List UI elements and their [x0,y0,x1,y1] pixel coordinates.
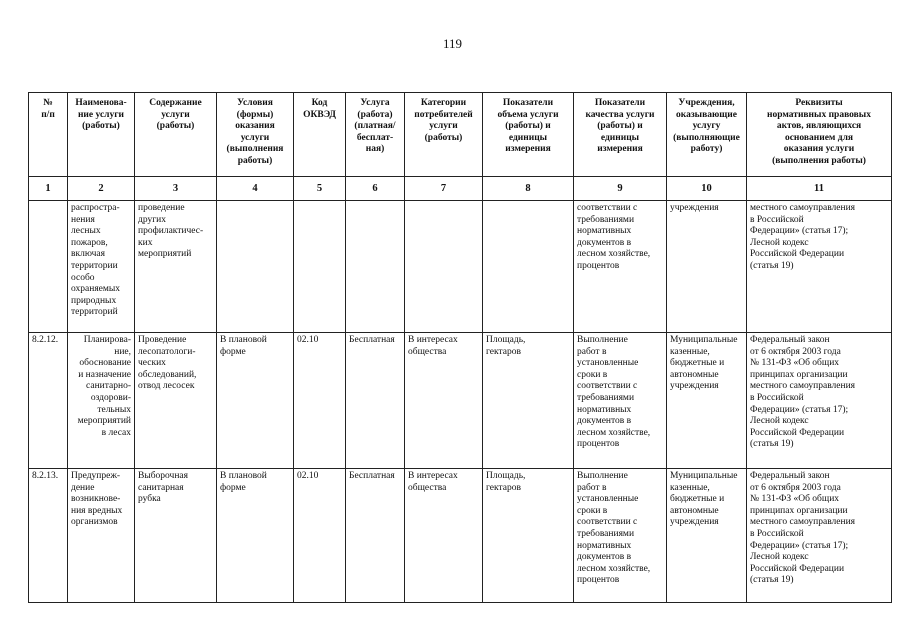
column-number: 5 [294,177,346,201]
column-number: 4 [217,177,294,201]
consumer-category: В интересах общества [405,333,483,469]
table-row [29,469,892,603]
institutions: Муниципальные казенные, бюджетные и автономные учреждения [667,469,747,603]
payment-type [346,201,405,333]
volume-indicator [483,201,574,333]
header-okved: Код ОКВЭД [294,93,346,177]
payment-type: Бесплатная [346,333,405,469]
service-content: проведение других профилактичес- ких мероприятий [135,201,217,333]
legal-requisites: Федеральный закон от 6 октября 2003 года № 131-ФЗ «Об общих принципах организации местного самоуправления в Российской Федерации» (статья 17); Лесной кодекс Российской Федерации (статья 19) [747,469,892,603]
payment-type: Бесплатная [346,469,405,603]
quality-indicator: Выполнение работ в установленные сроки в соответствии с требованиями нормативных документов в лесном хозяйстве, процентов [574,469,667,603]
consumer-category: В интересах общества [405,469,483,603]
header-name: Наименова- ние услуги (работы) [68,93,135,177]
service-name: Планирова- ние, обоснование и назначение санитарно- оздорови- тельных мероприятий в лесах [68,333,135,469]
okved-code: 02.10 [294,333,346,469]
column-number: 10 [667,177,747,201]
services-table [28,92,892,603]
header-consumers: Категории потребителей услуги (работы) [405,93,483,177]
column-number: 9 [574,177,667,201]
quality-indicator: соответствии с требованиями нормативных документов в лесном хозяйстве, процентов [574,201,667,333]
column-number: 6 [346,177,405,201]
header-institutions: Учреждения, оказывающие услугу (выполняющие работу) [667,93,747,177]
header-content: Содержание услуги (работы) [135,93,217,177]
okved-code: 02.10 [294,469,346,603]
row-number [29,201,68,333]
header-num: № п/п [29,93,68,177]
quality-indicator: Выполнение работ в установленные сроки в соответствии с требованиями нормативных документов в лесном хозяйстве, процентов [574,333,667,469]
column-number: 3 [135,177,217,201]
table-header-row [29,93,892,177]
service-name: Предупреж- дение возникнове- ния вредных организмов [68,469,135,603]
okved-code [294,201,346,333]
volume-indicator: Площадь, гектаров [483,333,574,469]
column-number: 1 [29,177,68,201]
service-conditions: В плановой форме [217,469,294,603]
column-number: 8 [483,177,574,201]
column-number: 11 [747,177,892,201]
column-number: 7 [405,177,483,201]
header-conditions: Условия (формы) оказания услуги (выполнения работы) [217,93,294,177]
header-quality: Показатели качества услуги (работы) и единицы измерения [574,93,667,177]
header-requisites: Реквизиты нормативных правовых актов, являющихся основанием для оказания услуги (выполнения работы) [747,93,892,177]
service-content: Проведение лесопатологи- ческих обследований, отвод лесосек [135,333,217,469]
service-name: распростра- нения лесных пожаров, включая территории особо охраняемых природных территорий [68,201,135,333]
volume-indicator: Площадь, гектаров [483,469,574,603]
legal-requisites: Федеральный закон от 6 октября 2003 года № 131-ФЗ «Об общих принципах организации местного самоуправления в Российской Федерации» (статья 17); Лесной кодекс Российской Федерации (статья 19) [747,333,892,469]
table-row [29,201,892,333]
service-conditions [217,201,294,333]
institutions: Муниципальные казенные, бюджетные и автономные учреждения [667,333,747,469]
institutions: учреждения [667,201,747,333]
table-row [29,333,892,469]
row-number: 8.2.13. [29,469,68,603]
service-conditions: В плановой форме [217,333,294,469]
row-number: 8.2.12. [29,333,68,469]
column-numbers-row [29,177,892,201]
page-number: 119 [442,36,463,51]
column-number: 2 [68,177,135,201]
service-content: Выборочная санитарная рубка [135,469,217,603]
legal-requisites: местного самоуправления в Российской Федерации» (статья 17); Лесной кодекс Российской Федерации (статья 19) [747,201,892,333]
header-paid: Услуга (работа) (платная/ бесплат- ная) [346,93,405,177]
consumer-category [405,201,483,333]
header-volume: Показатели объема услуги (работы) и единицы измерения [483,93,574,177]
